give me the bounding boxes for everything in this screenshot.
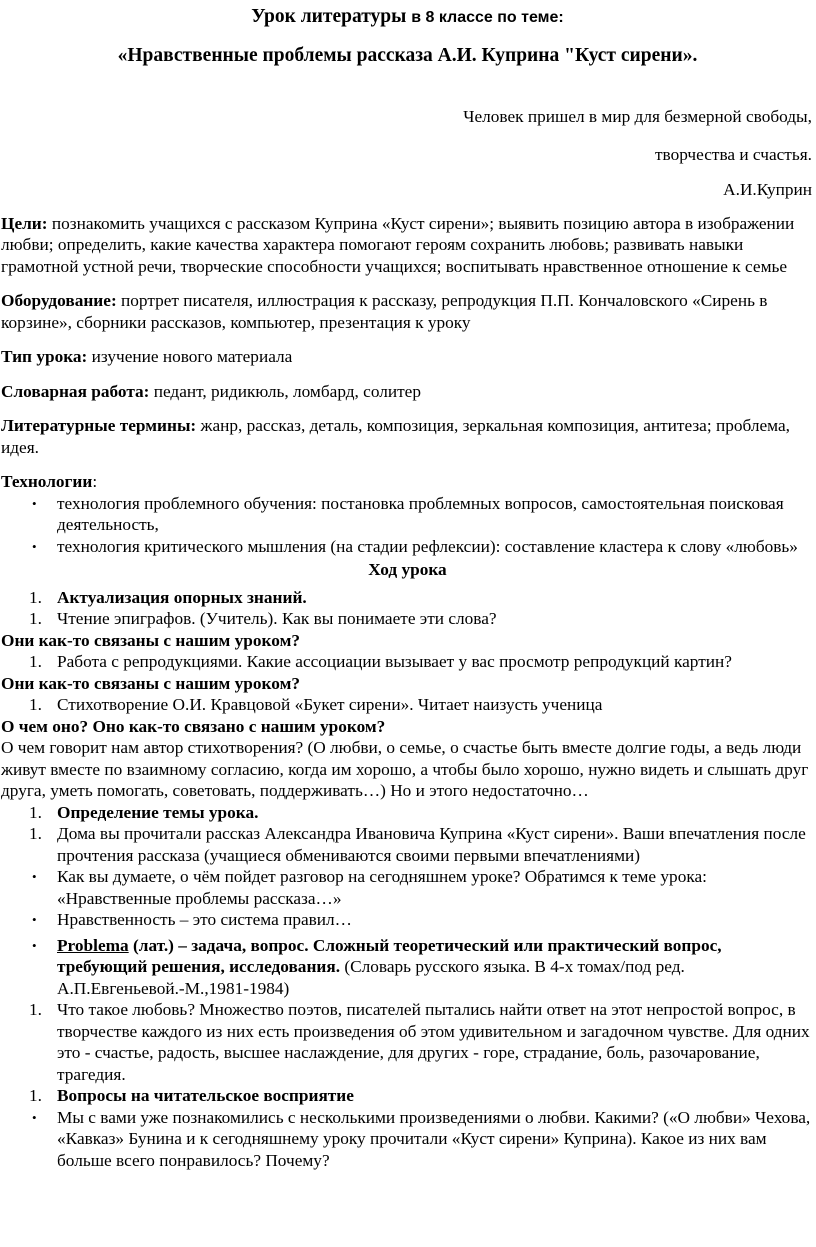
section-2-item-2: Что такое любовь? Множество поэтов, писателей пытались найти ответ на этот непростой вопрос, в творчестве каждого из них есть произведения об этом удивительном и загадочном чувстве. Для одних это - счастье, радость, высшее наслаждение, для других - горе, страдание, боль, разочарование, трагедия. <box>57 1000 810 1084</box>
list-item <box>1 694 814 716</box>
list-number: 1. <box>29 802 42 822</box>
section-2-bullet-1: Как вы думаете, о чём пойдет разговор на сегодняшнем уроке? Обратимся к теме урока: «Нравственные проблемы рассказа…» <box>57 867 707 908</box>
list-item <box>1 866 814 909</box>
list-number: 1. <box>29 609 42 628</box>
section-2-bullet-2: Нравственность – это система правил… <box>57 910 352 929</box>
vocabulary-text: педант, ридикюль, ломбард, солитер <box>149 381 421 401</box>
terms-paragraph <box>1 415 814 458</box>
section-1-item-1: Чтение эпиграфов. (Учитель). Как вы понимаете эти слова? <box>57 609 497 628</box>
lesson-type-label: Тип урока: <box>1 347 88 366</box>
problema-source: (Словарь русского языка. В 4-х томах/под ред. А.П.Евгеньевой.-М.,1981-1984) <box>57 957 685 998</box>
list-number: 1. <box>29 824 42 843</box>
vocabulary-label: Словарная работа: <box>1 381 150 401</box>
list-item <box>1 999 814 1085</box>
list-number: 1. <box>29 695 42 714</box>
section-3-title: Вопросы на читательское восприятие <box>57 1086 354 1105</box>
list-item <box>1 493 814 536</box>
technology-item-2: технология критического мышления (на стадии рефлексии): составление кластера к слову «любовь» <box>57 536 798 556</box>
terms-text: жанр, рассказ, деталь, композиция, зеркальная композиция, антитеза; проблема, идея. <box>1 416 790 457</box>
list-number: 1. <box>29 1086 42 1105</box>
section-3-heading <box>1 1085 814 1107</box>
vocabulary-paragraph <box>1 381 814 403</box>
bullet-icon: • <box>32 1109 37 1125</box>
bullet-icon: • <box>32 937 37 953</box>
question-1: Они как-то связаны с нашим уроком? <box>1 630 300 650</box>
technologies-heading <box>1 471 814 493</box>
section-1-item-3: Стихотворение О.И. Кравцовой «Букет сирени». Читает наизусть ученица <box>57 695 603 714</box>
list-number: 1. <box>29 652 42 671</box>
terms-label: Литературные термины: <box>1 416 197 435</box>
page-title-line-1 <box>1 5 814 30</box>
list-item <box>1 935 814 1000</box>
bullet-icon: • <box>32 912 37 927</box>
technologies-colon: : <box>92 472 98 491</box>
section-1-heading <box>1 587 814 609</box>
question-3: О чем оно? Оно как-то связано с нашим уроком? <box>1 716 386 736</box>
lesson-type-text: изучение нового материала <box>87 347 293 366</box>
goals-text: познакомить учащихся с рассказом Куприна «Куст сирени»; выявить позицию автора в изображении любви; определить, какие качества характера помогают героям сохранить любовь; развивать навыки грамотной устной речи, творческие способности учащихся; воспитывать нравственное отношение к семье <box>1 213 795 276</box>
list-item <box>1 823 814 866</box>
page-title-line-2: «Нравственные проблемы рассказа А.И. Куприна "Куст сирени». <box>117 45 698 66</box>
equipment-paragraph <box>1 290 814 333</box>
section-2-heading <box>1 802 814 824</box>
goals-label: Цели: <box>1 213 48 233</box>
section-2-item-1: Дома вы прочитали рассказ Александра Ивановича Куприна «Куст сирени». Ваши впечатления после прочтения рассказа (учащиеся обмениваются своими первыми впечатлениями) <box>57 824 806 865</box>
list-number: 1. <box>29 587 42 607</box>
list-item <box>1 909 814 931</box>
section-1-title: Актуализация опорных знаний. <box>57 587 307 607</box>
list-item <box>1 608 814 630</box>
goals-paragraph <box>1 213 814 278</box>
bullet-icon: • <box>32 495 37 511</box>
technologies-list <box>1 493 814 558</box>
problema-definition: (лат.) – задача, вопрос. Сложный теоретический или практический вопрос, требующий решения, исследования. <box>57 935 722 976</box>
technology-item-1: технология проблемного обучения: постановка проблемных вопросов, самостоятельная поисковая деятельность, <box>57 493 784 534</box>
course-heading: Ход урока <box>368 560 447 579</box>
technologies-label: Технологии <box>1 472 93 491</box>
problema-word: Problema <box>57 935 129 955</box>
lesson-type-paragraph <box>1 346 814 368</box>
list-item <box>1 651 814 673</box>
section-3-bullet-1: Мы с вами уже познакомились с несколькими произведениями о любви. Какими? («О любви» Чехова, «Кавказ» Бунина и к сегодняшнему уроку прочитали «Куст сирени» Куприна). Какое из них вам больше всего понравилось? Почему? <box>57 1107 811 1170</box>
section-2-title: Определение темы урока. <box>57 802 259 822</box>
list-item <box>1 1107 814 1172</box>
epigraph-author: А.И.Куприн <box>723 180 812 199</box>
title-part-1: Урок литературы <box>251 6 407 27</box>
question-2: Они как-то связаны с нашим уроком? <box>1 673 300 693</box>
section-1-item-2: Работа с репродукциями. Какие ассоциации вызывает у вас просмотр репродукций картин? <box>57 652 732 671</box>
title-part-2: в 8 классе по теме: <box>411 9 564 26</box>
list-number: 1. <box>29 1000 42 1019</box>
bullet-icon: • <box>32 538 37 554</box>
bullet-icon: • <box>32 869 37 884</box>
equipment-label: Оборудование: <box>1 291 117 310</box>
list-item <box>1 536 814 558</box>
epigraph-line-2: творчества и счастья. <box>654 144 812 164</box>
discussion-paragraph: О чем говорит нам автор стихотворения? (О любви, о семье, о счастье быть вместе долгие годы, а ведь люди живут вместе по взаимному согласию, когда им хорошо, а чтобы было хорошо, нужно видеть и слышать друг друга, уметь помогать, советовать, поддерживать…) Но и этого недостаточно… <box>1 738 809 800</box>
equipment-text: портрет писателя, иллюстрация к рассказу, репродукция П.П. Кончаловского «Сирень в корзине», сборники рассказов, компьютер, презентация к уроку <box>1 291 768 332</box>
epigraph-line-1: Человек пришел в мир для безмерной свободы, <box>463 107 812 126</box>
